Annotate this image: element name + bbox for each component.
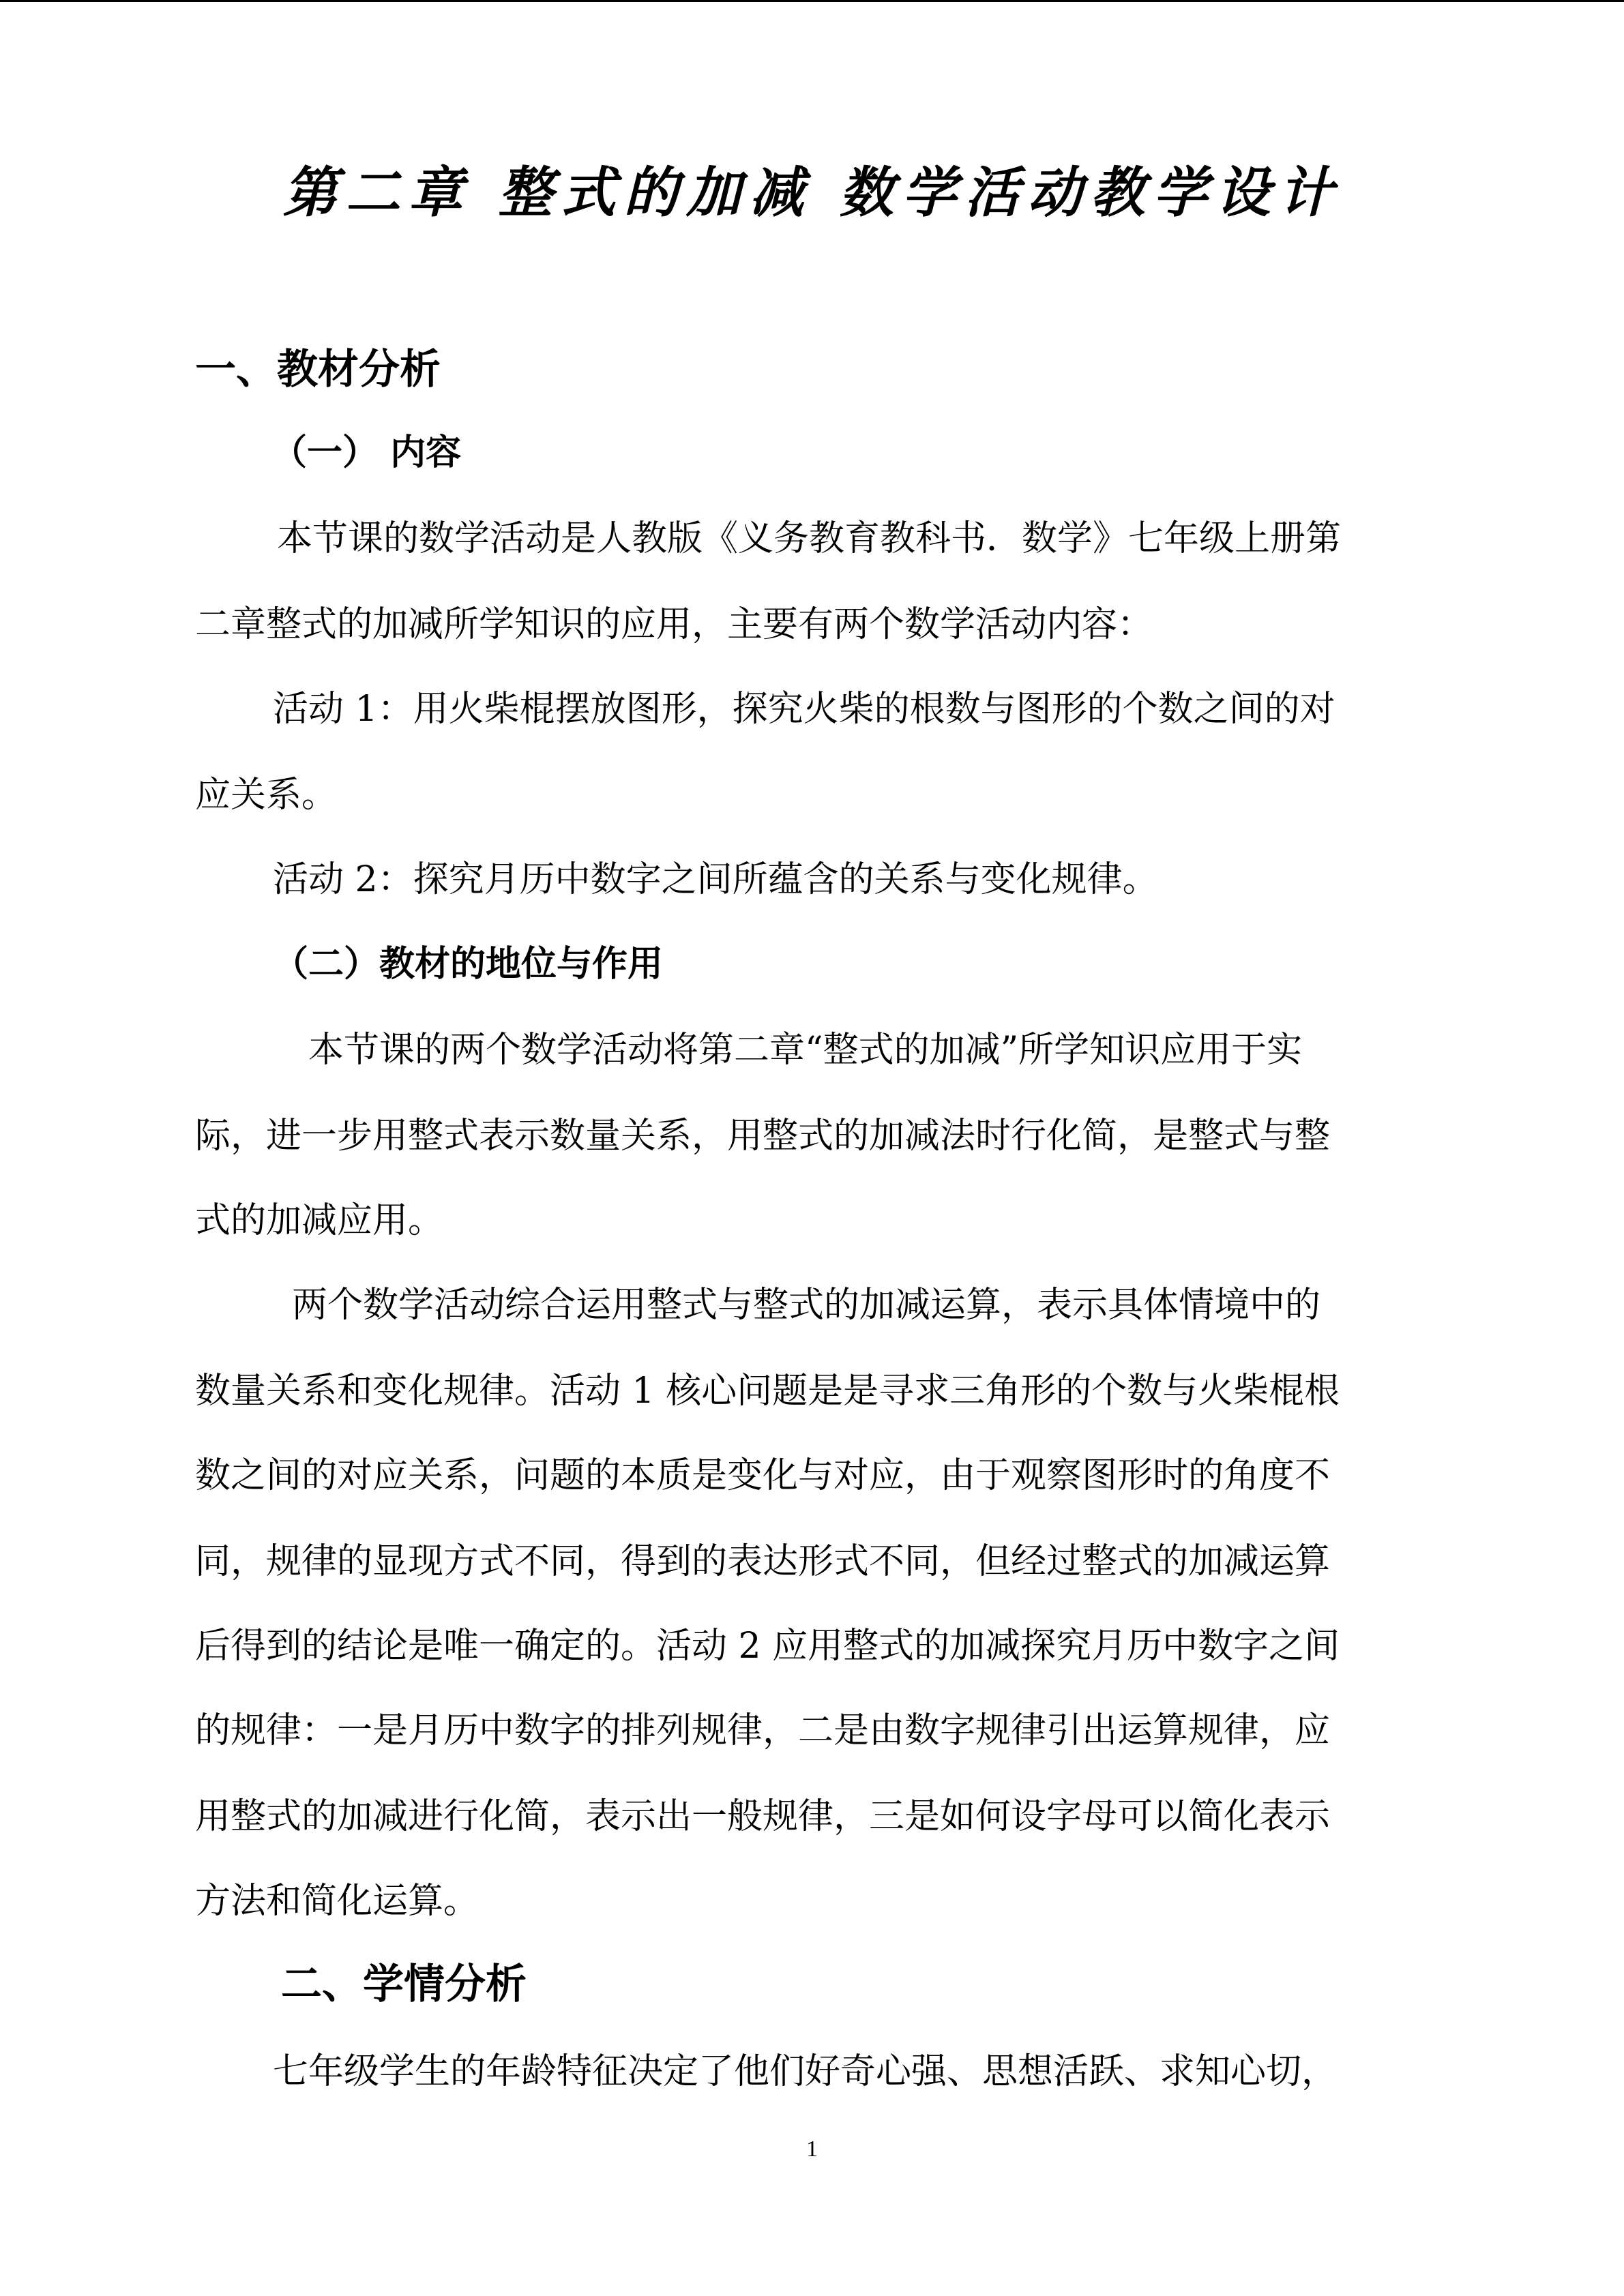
paragraph-line: 本节课的数学活动是人教版《义务教育教科书．数学》七年级上册第 [277, 518, 1342, 559]
paragraph-line: 方法和简化运算。 [195, 1881, 479, 1922]
top-border-line [0, 0, 1624, 2]
paragraph-line: 应关系。 [195, 775, 338, 816]
section-heading-textbook-analysis: 一、教材分析 [195, 346, 441, 393]
paragraph-line: 七年级学生的年龄特征决定了他们好奇心强、思想活跃、求知心切， [273, 2051, 1338, 2092]
title-chapter: 第二章 整式的加减 [282, 160, 812, 224]
document-title [0, 158, 1624, 226]
paragraph-line: 际，进一步用整式表示数量关系，用整式的加减法时行化简，是整式与整 [195, 1116, 1331, 1157]
paragraph-line: 同，规律的显现方式不同，得到的表达形式不同，但经过整式的加减运算 [195, 1541, 1331, 1582]
paragraph-line: 数之间的对应关系，问题的本质是变化与对应，由于观察图形时的角度不 [195, 1455, 1331, 1496]
paragraph-line: 的规律：一是月历中数字的排列规律，二是由数字规律引出运算规律，应 [195, 1710, 1331, 1751]
paragraph-line: 数量关系和变化规律。活动 1 核心问题是是寻求三角形的个数与火柴棍根 [195, 1371, 1340, 1412]
paragraph-line: 后得到的结论是唯一确定的。活动 2 应用整式的加减探究月历中数字之间 [195, 1626, 1340, 1667]
subsection-heading-content: （一） 内容 [271, 432, 462, 473]
paragraph-line: 两个数学活动综合运用整式与整式的加减运算，表示具体情境中的 [292, 1285, 1321, 1326]
paragraph-line: 活动 1：用火柴棍摆放图形，探究火柴的根数与图形的个数之间的对 [273, 689, 1335, 730]
title-activity-design: 数学活动教学设计 [839, 160, 1342, 224]
subsection-heading-role: （二）教材的地位与作用 [273, 944, 664, 985]
section-heading-student-analysis: 二、学情分析 [281, 1960, 527, 2008]
paragraph-line: 式的加减应用。 [195, 1200, 444, 1241]
paragraph-line: 本节课的两个数学活动将第二章“整式的加减”所学知识应用于实 [308, 1030, 1303, 1071]
page-number: 1 [806, 2136, 818, 2162]
paragraph-line: 二章整式的加减所学知识的应用，主要有两个数学活动内容： [195, 604, 1153, 645]
paragraph-line: 活动 2：探究月历中数字之间所蕴含的关系与变化规律。 [273, 859, 1158, 900]
paragraph-line: 用整式的加减进行化简，表示出一般规律，三是如何设字母可以简化表示 [195, 1796, 1331, 1837]
